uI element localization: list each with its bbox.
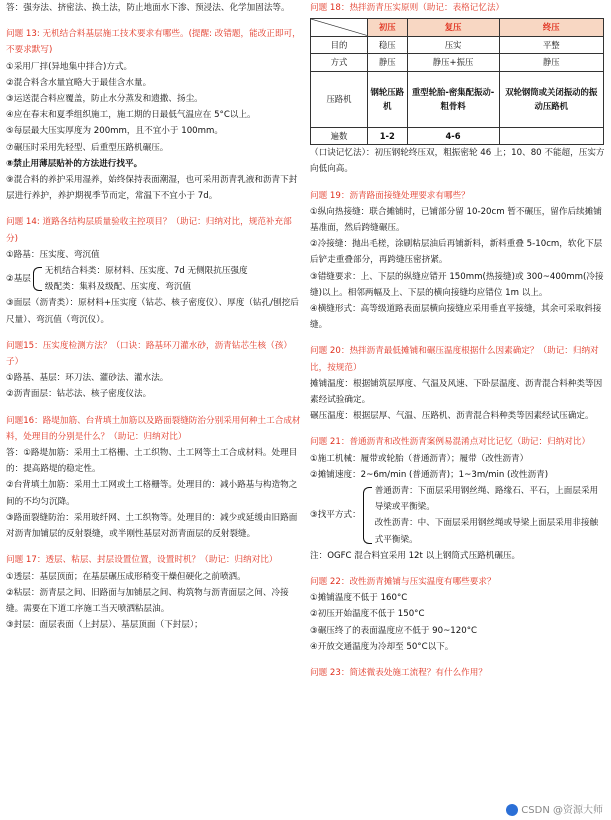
q13-item: ⑨混合料的养护采用湿养，始终保持表面潮湿，也可采用沥青乳液和沥青下封层进行养护，养护期视季节而定，常温下不宜小于 7d。: [6, 175, 298, 202]
q17-item: ③封层：面层表面（上封层）、基层顶面（下封层）；: [6, 620, 203, 631]
q16-item: ②台背填土加筋：采用土工网或土工格栅等。处理目的：减小路基与构造物之间的不均匀沉降。: [6, 480, 298, 507]
table-cell: 重型轮胎-密集配振动-粗骨料: [407, 71, 499, 127]
diagonal-line-icon: [311, 19, 367, 36]
question-18-title: 问题 18：热拌沥青压实原则（助记：表格记忆法）: [310, 3, 505, 13]
q19-item: ③错缝要求：上、下层的纵缝应错开 150mm(热接缝)或 300~400mm(冷接缝)以上。相邻两幅及上、下层的横向接缝均应错位 1m 以上。: [310, 271, 604, 298]
q13-item: ③运送混合料应覆盖，防止水分蒸发和遗撒、扬尘。: [6, 94, 203, 105]
q13-item: ⑦碾压时采用先轻型、后重型压路机碾压。: [6, 142, 169, 153]
question-17-title: 问题 17：透层、粘层、封层设置位置，设置时机？（助记：归纳对比）: [6, 555, 278, 566]
q13-item: ⑧禁止用薄层贴补的方法进行找平。: [6, 158, 143, 169]
table-cell: 钢轮压路机: [368, 71, 408, 127]
q17-item: ①透层：基层顶面；在基层碾压成形稍变干燥但硬化之前喷洒。: [6, 571, 246, 582]
intro-answer: 答：强夯法、挤密法、换土法，防止地面水下渗、预浸法、化学加固法等。: [6, 3, 290, 13]
q22-item: ③碾压终了的表面温度应不低于 90~120°C: [310, 625, 477, 636]
question-20-title: 问题 20：热拌沥青最低摊铺和碾压温度根据什么因素确定？（助记：归纳对比，按规范）: [310, 346, 599, 373]
brace-icon: [33, 267, 42, 291]
q21-flat-group: [310, 483, 606, 548]
question-21-title: 问题 21：普通沥青和改性沥青案例易混淆点对比记忆（助记：归纳对比）: [310, 437, 591, 448]
question-13-title: 问题 13: 无机结合料基层施工技术要求有哪些。(提醒: 改错题，能改正即可，不要求默写): [6, 29, 301, 56]
table-cell: 1-2: [368, 127, 408, 145]
q14-surface: ③面层（沥青类）：原材料+压实度（钻芯、核子密度仪）、厚度（钻孔/刨挖后尺量）、弯沉值（弯沉仪）。: [6, 298, 299, 325]
q21-item: ②摊铺速度：2~6m/min (普通沥青)；1~3m/min (改性沥青): [310, 469, 549, 480]
table-cell: 静压+振压: [407, 54, 499, 72]
table-cell: 平整: [499, 36, 603, 54]
table-header: 终压: [499, 19, 603, 37]
question-15-title: 问题15：压实度检测方法？（口诀：路基环刀灌水砂，沥青钻芯生核（孩）子）: [6, 340, 292, 368]
row-label: 压路机: [311, 71, 368, 127]
csdn-watermark: [506, 801, 603, 816]
table-cell: 稳压: [368, 36, 408, 54]
watermark-text: CSDN @资源大师: [521, 805, 603, 816]
question-19-title: 问题 19：沥青路面接缝处理要求有哪些？: [310, 190, 470, 201]
q20-item: 摊铺温度：根据铺筑层厚度、气温及风速、下卧层温度、沥青混合料种类等因素经试验确定。: [310, 378, 603, 406]
q15-item: ②沥青面层：钻芯法、核子密度仪法。: [6, 389, 152, 400]
table-row: [311, 54, 604, 72]
q21-flat-item: 普通沥青：下面层采用钢丝绳、路缘石、平石，上面层采用导梁或平衡梁。: [374, 486, 599, 513]
q19-item: ④横缝形式：高等级道路表面层横向接缝应采用垂直平接缝，其余可采取斜接缝。: [310, 304, 602, 331]
q18-mnemonic: （口诀记忆法）：初压钢轮终压双，粗振密轮 46 上；10、80 不能超，压实方向低向高。: [310, 148, 605, 175]
table-header: 初压: [368, 19, 408, 37]
table-header-row: [311, 19, 604, 37]
q15-item: ①路基、基层：环刀法、灌砂法、灌水法。: [6, 373, 169, 384]
table-cell: 静压: [499, 54, 603, 72]
table-cell: [499, 127, 603, 145]
q14-base-item: 级配类：集料及级配、压实度、弯沉值: [44, 282, 192, 293]
q19-item: ①纵向热接缝：联合摊铺时，已铺部分留 10-20cm 暂不碾压，留作后续摊铺基准面，然后跨缝碾压。: [310, 206, 602, 234]
q14-base-label: ②基层: [6, 274, 31, 285]
compaction-table: [310, 18, 604, 145]
q13-item: ⑤每层最大压实厚度为 200mm，且不宜小于 100mm。: [6, 126, 223, 137]
table-row: [311, 127, 604, 145]
question-22-title: 问题 22：改性沥青摊铺与压实温度有哪些要求？: [310, 577, 496, 588]
right-column: [310, 0, 606, 681]
table-cell: 双轮钢筒或关闭振动的振动压路机: [499, 71, 603, 127]
table-cell: 4-6: [407, 127, 499, 145]
row-label: 方式: [311, 54, 368, 72]
csdn-logo-icon: [506, 804, 518, 816]
q13-item: ①采用厂拌(异地集中拌合)方式。: [6, 61, 133, 72]
table-header: 复压: [407, 19, 499, 37]
q13-item: ④应在春末和夏季组织施工，施工期的日最低气温应在 5°C以上。: [6, 110, 256, 121]
question-14-title: 问题 14: 道路各结构层质量验收主控项目？（助记：归纳对比，规范补充部分): [6, 217, 292, 244]
q21-flat-label: ③找平方式：: [310, 510, 361, 521]
table-row: [311, 71, 604, 127]
brace-icon: [363, 487, 372, 544]
q20-item: 碾压温度：根据层厚、气温、压路机、沥青混合料种类等因素经试压确定。: [310, 411, 594, 422]
question-16-title: 问题16：路堤加筋、台背填土加筋以及路面裂缝防治分别采用何种土工合成材料，处理目的分别是什么？（助记：归纳对比）: [6, 415, 301, 442]
q16-item: 答：①路堤加筋：采用土工格栅、土工织物、土工网等土工合成材料。处理目的：提高路堤的稳定性。: [6, 448, 298, 475]
q19-item: ②冷接缝：抛出毛槎，涂刷粘层油后再铺新料，新料重叠 5-10cm，软化下层后铲走重叠部分，再跨缝压密挤紧。: [310, 239, 603, 266]
q22-item: ④开放交通温度为冷却至 50°C以下。: [310, 641, 454, 652]
q21-flat-item: 改性沥青：中、下面层采用钢丝绳或导梁上面层采用非接触式平衡梁。: [374, 518, 599, 545]
table-corner: [311, 19, 368, 37]
q17-item: ②粘层：沥青层之间、旧路面与加铺层之间、构筑物与沥青面层之间、冷接缝。需要在下道工序施工当天喷洒粘层油。: [6, 587, 289, 614]
question-23-title: 问题 23：简述微表处施工流程？有什么作用？: [310, 668, 487, 679]
left-column: [6, 0, 302, 633]
table-row: [311, 36, 604, 54]
q14-base-group: [6, 263, 302, 295]
table-cell: 压实: [407, 36, 499, 54]
table-cell: 静压: [368, 54, 408, 72]
q13-item: ②混合料含水量宜略大于最佳含水量。: [6, 77, 152, 88]
q22-item: ②初压开始温度不低于 150°C: [310, 609, 425, 620]
q21-note: 注：OGFC 混合料宜采用 12t 以上钢筒式压路机碾压。: [310, 550, 521, 561]
row-label: 遍数: [311, 127, 368, 145]
q22-item: ①摊铺温度不低于 160°C: [310, 593, 408, 604]
q16-item: ③路面裂缝防治：采用玻纤网、土工织物等。处理目的：减少或延缓由旧路面对沥青加铺层的反射裂缝，或半刚性基层对沥青面层的反射裂缝。: [6, 512, 298, 540]
q21-item: ①施工机械：履带或轮胎（普通沥青）；履带（改性沥青）: [310, 453, 529, 464]
q14-road-bed: ①路基：压实度、弯沉值: [6, 249, 100, 260]
row-label: 目的: [311, 36, 368, 54]
q14-base-item: 无机结合料类：原材料、压实度、7d 无侧限抗压强度: [44, 266, 248, 277]
